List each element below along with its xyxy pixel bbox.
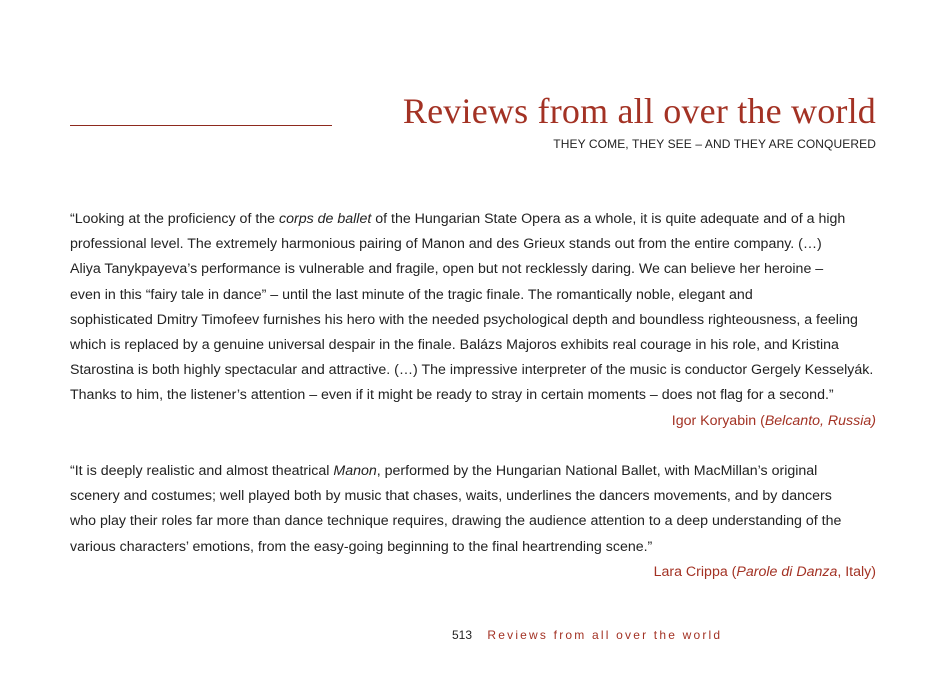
review-line: Thanks to him, the listener’s attention – even if it might be ready to stray in certain moments – does not flag for a second.” [70, 387, 834, 404]
review-2-quote [70, 459, 876, 560]
page-footer [452, 628, 722, 642]
review-1-attribution: Igor Koryabin (Belcanto, Russia) [671, 412, 876, 429]
review-line: which is replaced by a genuine universal despair in the finale. Balázs Majoros exhibits real courage in his role, and Kristina [70, 337, 839, 354]
review-line: even in this “fairy tale in dance” – until the last minute of the tragic finale. The romantically noble, elegant and [70, 286, 753, 303]
page-title: Reviews from all over the world [402, 91, 876, 131]
review-2-attribution: Lara Crippa (Parole di Danza, Italy) [653, 563, 876, 580]
review-line: professional level. The extremely harmonious pairing of Manon and des Grieux stands out from the entire company. (…) [70, 236, 822, 253]
review-1-quote [70, 207, 876, 409]
review-line: sophisticated Dmitry Timofeev furnishes his hero with the needed psychological depth and boundless righteousness, a feeling [70, 311, 858, 328]
page-subtitle: THEY COME, THEY SEE – AND THEY ARE CONQUERED [553, 137, 876, 151]
review-line: various characters’ emotions, from the easy-going beginning to the final heartrending scene.” [70, 538, 653, 555]
title-rule [70, 125, 332, 126]
review-line: “It is deeply realistic and almost theatrical Manon, performed by the Hungarian National Ballet, with MacMillan’s original [70, 463, 818, 479]
review-1 [70, 207, 876, 434]
review-line: who play their roles far more than dance technique requires, drawing the audience attention to a deep understanding of the [70, 513, 842, 530]
review-line: scenery and costumes; well played both by music that chases, waits, underlines the dancers movements, and by dancers [70, 488, 832, 505]
review-line: Aliya Tanykpayeva’s performance is vulnerable and fragile, open but not recklessly daring. We can believe her heroine – [70, 261, 824, 278]
review-line: Starostina is both highly spectacular and attractive. (…) The impressive interpreter of the music is conductor Gergely Kesselyák. [70, 362, 874, 379]
page-number: 513 [452, 628, 473, 642]
review-2 [70, 459, 876, 585]
running-title: Reviews from all over the world [487, 628, 723, 642]
review-line: “Looking at the proficiency of the corps de ballet of the Hungarian State Opera as a whole, it is quite adequate and of a high [70, 211, 846, 227]
